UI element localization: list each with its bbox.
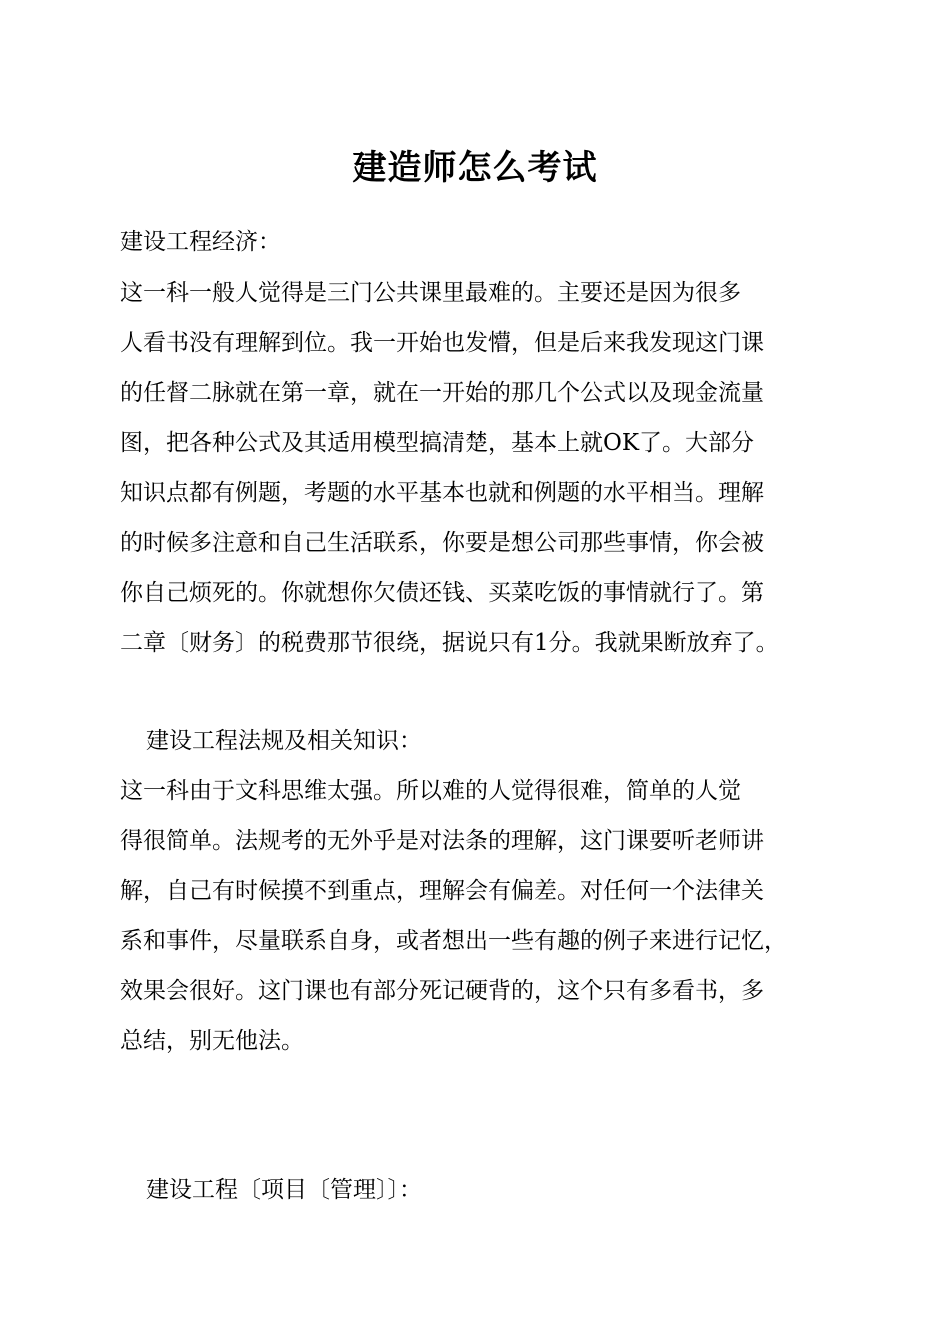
paragraph-line: 解，自己有时候摸不到重点，理解会有偏差。对任何一个法律关 [120, 878, 764, 904]
paragraph-line: 这一科由于文科思维太强。所以难的人觉得很难，简单的人觉 [120, 778, 741, 804]
document-title: 建造师怎么考试 [352, 148, 598, 188]
section-heading-regulations: 建设工程法规及相关知识： [146, 728, 422, 754]
paragraph-line: 二章〔财务〕的税费那节很绕，据说只有1分。我就果断放弃了。 [120, 630, 779, 656]
paragraph-line: 的任督二脉就在第一章，就在一开始的那几个公式以及现金流量 [120, 380, 764, 406]
section-heading-economics: 建设工程经济： [120, 229, 281, 255]
paragraph-line: 总结，别无他法。 [120, 1028, 304, 1054]
paragraph-line: 效果会很好。这门课也有部分死记硬背的，这个只有多看书，多 [120, 978, 764, 1004]
paragraph-line: 得很简单。法规考的无外乎是对法条的理解，这门课要听老师讲 [120, 828, 764, 854]
paragraph-line: 系和事件，尽量联系自身，或者想出一些有趣的例子来进行记忆， [120, 928, 787, 954]
section-body-economics [120, 268, 840, 668]
paragraph-line: 人看书没有理解到位。我一开始也发懵，但是后来我发现这门课 [120, 330, 764, 356]
paragraph-line: 知识点都有例题，考题的水平基本也就和例题的水平相当。理解 [120, 480, 764, 506]
paragraph-line: 的时候多注意和自己生活联系，你要是想公司那些事情，你会被 [120, 530, 764, 556]
paragraph-line: 图，把各种公式及其适用模型搞清楚，基本上就OK了。大部分 [120, 430, 755, 456]
paragraph-line: 你自己烦死的。你就想你欠债还钱、买菜吃饭的事情就行了。第 [120, 580, 764, 606]
section-body-regulations [120, 766, 840, 1066]
section-heading-management: 建设工程〔项目〔管理〕〕： [146, 1177, 422, 1203]
paragraph-line: 这一科一般人觉得是三门公共课里最难的。主要还是因为很多 [120, 280, 741, 306]
